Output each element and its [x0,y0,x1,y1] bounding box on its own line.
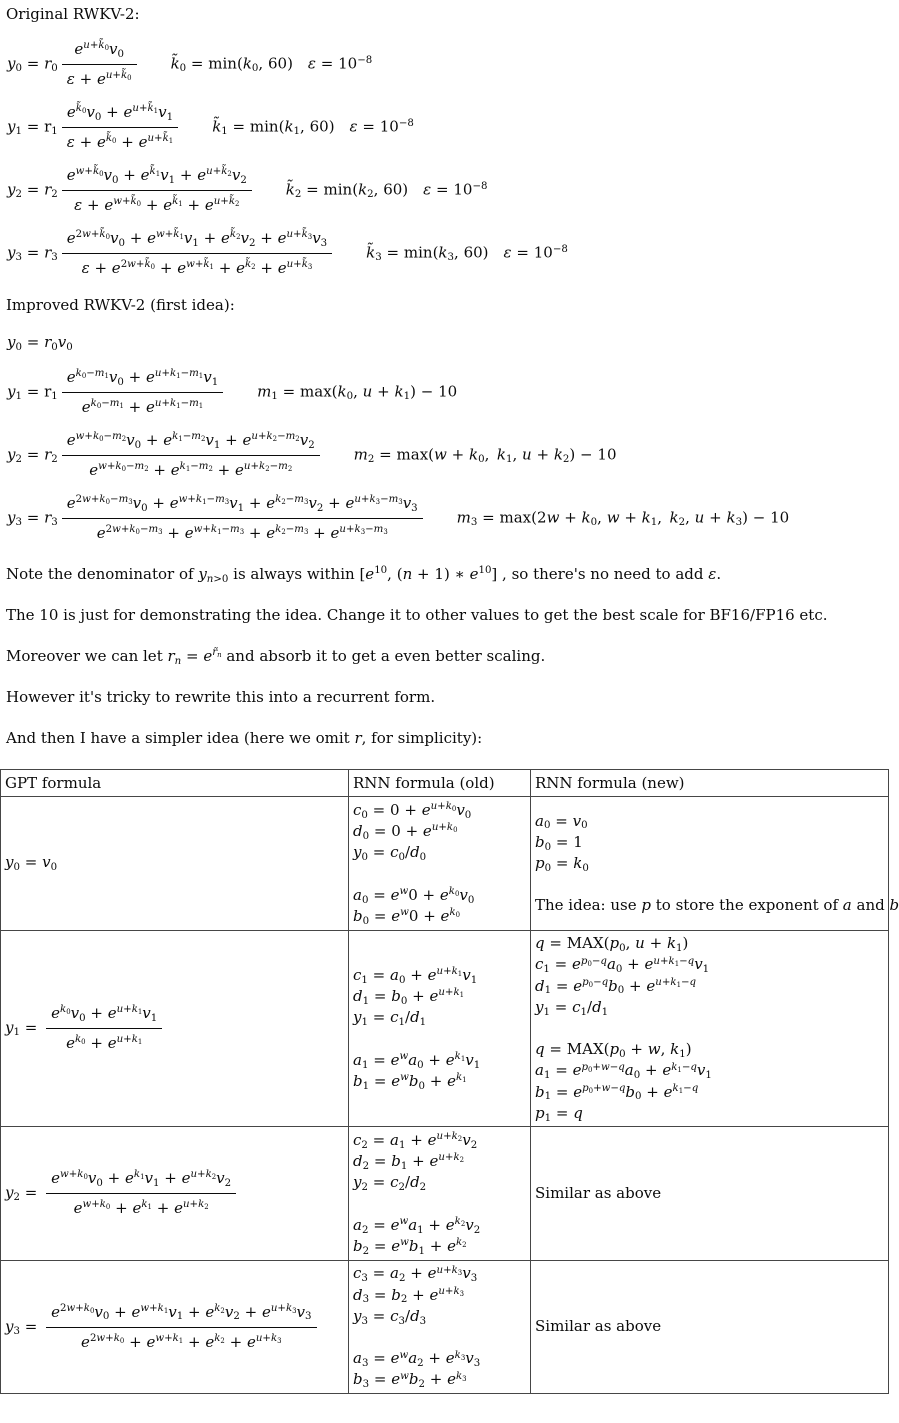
note-tricky: However it's tricky to rewrite this into a recurrent form. [6,688,436,706]
section-title-improved: Improved RWKV-2 (first idea): [6,296,235,314]
table-row-y1 [1,931,889,1127]
note-simpler-idea: And then I have a simpler idea (here we omit r, for simplicity): [6,729,483,747]
equation-original-y0: $y_0 = r_0$ $\frac{e^{u+k̃_0}v_0}{\varepsilon + e^{u+k̃_0}}$ $k̃_0 = \min(k_0$, 60) $\varepsilon = 10^{-8}$ [7,40,373,88]
equation-improved-y3: $y_3 = r_3$ $\frac{e^{2w+k_0-m_3}v_0 + e^{w+k_1-m_3}v_1 + e^{k_2-m_3}v_2 + e^{u+k_3-m_3}v_3}{e^{2w+k_0-m_3} + e^{w+k_1-m_3} + e^{k_2-m_3} + e^{u+k_3-m_3}}$ $m_3 = \max(2w + k_0$, $w + k_1$, $k_2$, $u + k_3) - 10$ [7,494,790,542]
table-header-gpt: GPT formula [1,770,349,797]
equation-improved-y0: $y_0 = r_0v_0$ [7,333,73,353]
cell-gpt-y0: $y_0 = v_0$ [1,797,349,931]
cell-gpt-y1: $y_1$ = $\frac{e^{k_0}v_0 + e^{u+k_1}v_1}{e^{k_0} + e^{u+k_1}}$ [1,931,349,1127]
table-row-y2 [1,1127,889,1261]
cell-gpt-y3: $y_3$ = $\frac{e^{2w+k_0}v_0 + e^{w+k_1}v_1 + e^{k_2}v_2 + e^{u+k_3}v_3}{e^{2w+k_0} + e^{w+k_1} + e^{k_2} + e^{u+k_3}}$ [1,1261,349,1394]
cell-new-y1: $q = MAX(p_0$, $u + k_1$) $c_1 = e^{p_0-q}a_0 + e^{u+k_1-q}v_1$ $d_1 = e^{p_0-q}b_0 + e^{u+k_1-q}$ $y_1 = c_1/d_1$ $q = MAX(p_0 + w$, $k_1$) $a_1 = e^{p_0+w-q}a_0 + e^{k_1-q}v_1$ $b_1 = e^{p_0+w-q}b_0 + e^{k_1-q}$ $p_1 = q$ [531,931,889,1127]
table-row-y0 [1,797,889,931]
equation-original-y2: $y_2 = r_2$ $\frac{e^{w+k̃_0}v_0 + e^{k̃_1}v_1 + e^{u+k̃_2}v_2}{\varepsilon + e^{w+k̃_0} + e^{k̃_1} + e^{u+k̃_2}}$ $k̃_2 = \min(k_2$, 60) $\varepsilon = 10^{-8}$ [7,166,488,214]
note-denominator: Note the denominator of $y_{n>0}$ is always within [$e^{10}$, (n + 1) ∗ $e^{10}$] , so there's no need to add ε. [6,565,722,585]
table-header-rnn-new: RNN formula (new) [531,770,889,797]
cell-old-y1: $c_1 = a_0 + e^{u+k_1}v_1$ $d_1 = b_0 + e^{u+k_1}$ $y_1 = c_1/d_1$ $a_1 = e^wa_0 + e^{k_1}v_1$ $b_1 = e^wb_0 + e^{k_1}$ [349,931,531,1127]
note-absorb: Moreover we can let $r_n = e^{r̃_n}$ and absorb it to get a even better scaling. [6,647,546,667]
cell-old-y0: $c_0 = 0 + e^{u+k_0}v_0$ $d_0 = 0 + e^{u+k_0}$ $y_0 = c_0/d_0$ $a_0 = e^w0 + e^{k_0}v_0$ $b_0 = e^w0 + e^{k_0}$ [349,797,531,931]
cell-new-y3: Similar as above [531,1261,889,1394]
equation-original-y1: $y_1 = r_1$ $\frac{e^{k̃_0}v_0 + e^{u+k̃_1}v_1}{\varepsilon + e^{k̃_0} + e^{u+k̃_1}}$ $k̃_1 = \min(k_1$, 60) $\varepsilon = 10^{-8}$ [7,103,414,151]
equation-original-y3: $y_3 = r_3$ $\frac{e^{2w+k̃_0}v_0 + e^{w+k̃_1}v_1 + e^{k̃_2}v_2 + e^{u+k̃_3}v_3}{\varepsilon + e^{2w+k̃_0} + e^{w+k̃_1} + e^{k̃_2} + e^{u+k̃_3}}$ $k̃_3 = \min(k_3$, 60) $\varepsilon = 10^{-8}$ [7,229,568,277]
table-header-rnn-old: RNN formula (old) [349,770,531,797]
equation-improved-y2: $y_2 = r_2$ $\frac{e^{w+k_0-m_2}v_0 + e^{k_1-m_2}v_1 + e^{u+k_2-m_2}v_2}{e^{w+k_0-m_2} + e^{k_1-m_2} + e^{u+k_2-m_2}}$ $m_2 = \max(w + k_0$, $k_1$, $u + k_2) - 10$ [7,431,617,479]
cell-new-y0: $a_0 = v_0$ $b_0 = 1$ $p_0 = k_0$ The idea: use p to store the exponent of a and b [531,797,889,931]
cell-old-y3: $c_3 = a_2 + e^{u+k_3}v_3$ $d_3 = b_2 + e^{u+k_3}$ $y_3 = c_3/d_3$ $a_3 = e^wa_2 + e^{k_3}v_3$ $b_3 = e^wb_2 + e^{k_3}$ [349,1261,531,1394]
cell-new-y2: Similar as above [531,1127,889,1261]
cell-old-y2: $c_2 = a_1 + e^{u+k_2}v_2$ $d_2 = b_1 + e^{u+k_2}$ $y_2 = c_2/d_2$ $a_2 = e^wa_1 + e^{k_2}v_2$ $b_2 = e^wb_1 + e^{k_2}$ [349,1127,531,1261]
equation-improved-y1: $y_1 = r_1$ $\frac{e^{k_0-m_1}v_0 + e^{u+k_1-m_1}v_1}{e^{k_0-m_1} + e^{u+k_1-m_1}}$ $m_1 = \max(k_0$, $u + k_1) - 10$ [7,368,458,416]
cell-gpt-y2: $y_2$ = $\frac{e^{w+k_0}v_0 + e^{k_1}v_1 + e^{u+k_2}v_2}{e^{w+k_0} + e^{k_1} + e^{u+k_2}}$ [1,1127,349,1261]
section-title-original: Original RWKV-2: [6,5,140,23]
note-scale: The 10 is just for demonstrating the idea. Change it to other values to get the best scale for BF16/FP16 etc. [6,606,828,624]
formula-table [0,769,899,1394]
table-row-y3 [1,1261,889,1394]
table-header-row [1,770,889,797]
